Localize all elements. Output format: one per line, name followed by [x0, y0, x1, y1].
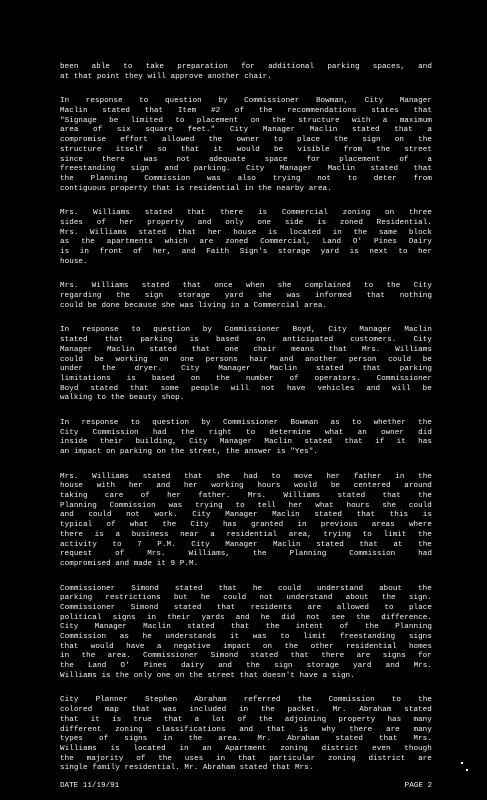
text-line: Maclin stated that Item #2 of the recommendations states that: [60, 107, 432, 116]
text-line: In response to question by Commissioner Bowman as to whether the: [60, 418, 432, 427]
paragraph: [60, 585, 432, 682]
text-line: Mrs. Williams stated that she had to move her father in the: [60, 472, 432, 481]
document-page: [60, 63, 432, 789]
paragraph: [60, 282, 432, 311]
text-line: City Planner Stephen Abraham referred the Commission to the: [60, 696, 432, 705]
text-line: in the area. Commissioner Simond stated that there are signs for: [60, 652, 432, 661]
text-line: structure itself so that it would be visible from the street: [60, 145, 432, 154]
text-line: In response to question by Commissioner Boyd, City Manager Maclin: [60, 326, 432, 335]
text-line: since there was not adequate space for placement of a: [60, 155, 432, 164]
text-line: different zoning classifications and that is why there are many: [60, 725, 432, 734]
text-line: single family residential. Mr. Abraham stated that Mrs.: [60, 764, 314, 773]
text-line: area of six square feet." City Manager Maclin stated that a: [60, 126, 432, 135]
text-line: political signs in their yards and he did not see the difference.: [60, 613, 432, 622]
text-line: Commissioner Simond stated that residents are allowed to place: [60, 603, 432, 612]
text-line: walking to the beauty shop.: [60, 394, 185, 403]
text-line: house.: [60, 257, 88, 266]
text-line: as the apartments which are zoned Commercial, Land O' Pines Dairy: [60, 238, 432, 247]
footer-date: DATE 11/19/91: [60, 782, 120, 790]
text-line: request of Mrs. Williams, the Planning Commission had: [60, 550, 432, 559]
paragraph: [60, 97, 432, 194]
text-line: Commission as he understands it was to limit freestanding signs: [60, 633, 432, 641]
text-line: Williams is located in an Apartment zoning district even though: [60, 744, 432, 753]
paragraph: [60, 209, 432, 267]
text-line: at that point they will approve another chair.: [60, 72, 272, 81]
footer-page-number: PAGE 2: [404, 782, 432, 790]
paragraph: [60, 326, 432, 404]
text-line: Boyd stated that some people will not have vehicles and will be: [60, 384, 432, 393]
text-line: typical of what the City has granted in previous areas where: [60, 521, 432, 530]
text-line: inside their building, City Manager Maclin stated that if it has: [60, 438, 432, 447]
text-line: the majority of the uses in that particular zoning district are: [60, 754, 432, 763]
text-line: that would have a negative impact on the other residential homes: [60, 642, 432, 651]
text-line: sides of her property and only one side is zoned Residential.: [60, 218, 432, 227]
text-line: colored map that was included in the packet. Mr. Abraham stated: [60, 706, 432, 715]
scan-speck: [461, 762, 463, 764]
paragraph: [60, 696, 432, 774]
text-line: Williams is the only one on the street that doesn't have a sign.: [60, 671, 355, 680]
text-line: City Manager Maclin stated that the intent of the Planning: [60, 623, 432, 632]
text-line: In response to question by Commissioner Bowman, City Manager: [60, 97, 432, 106]
text-line: regarding the sign storage yard she was informed that nothing: [60, 292, 432, 301]
text-line: "Signage be limited to placement on the structure with a maximum: [60, 116, 432, 125]
text-line: could be done because she was living in a Commercial area.: [60, 301, 328, 310]
paragraph: [60, 473, 432, 570]
text-line: stated that parking is based on anticipated customers. City: [60, 336, 432, 345]
text-line: the Land O' Pines dairy and the sign storage yard and Mrs.: [60, 662, 432, 671]
text-line: under the dryer. City Manager Maclin stated that parking: [60, 365, 432, 374]
text-line: been able to take preparation for additional parking spaces, and: [60, 63, 432, 71]
text-line: Mrs. Williams stated that her house is located in the same block: [60, 228, 432, 237]
text-line: is in front of her, and Faith Sign's storage yard is next to her: [60, 248, 432, 256]
text-line: there is a business near a residential area, trying to limit the: [60, 530, 432, 539]
text-line: limitations is based on the number of operators. Commissioner: [60, 374, 432, 383]
text-line: types of signs in the area. Mr. Abraham stated that Mrs.: [60, 735, 432, 744]
text-line: and could not work. City Manager Maclin stated that this is: [60, 511, 432, 520]
text-line: Commissioner Simond stated that he could understand about the: [60, 584, 432, 593]
page-footer: [60, 781, 432, 791]
scan-speck: [466, 769, 468, 771]
text-line: compromised and made it 9 P.M.: [60, 559, 199, 568]
paragraph: [60, 63, 432, 82]
text-line: parking restrictions but he could not understand about the sign.: [60, 594, 432, 603]
text-line: compromise effort allowed the owner to place the sign on the: [60, 136, 432, 145]
text-line: freestanding sign and parking. City Manager Maclin stated that: [60, 165, 432, 174]
text-line: Planning Commission was trying to tell her what hours she could: [60, 501, 432, 510]
text-line: activity to 7 P.M. City Manager Maclin stated that at the: [60, 540, 432, 549]
paragraph: [60, 419, 432, 458]
text-line: Mrs. Williams stated that there is Commercial zoning on three: [60, 209, 432, 218]
text-line: an impact on parking on the street, the answer is "Yes".: [60, 448, 318, 456]
text-line: house with her and her working hours would be centered around: [60, 482, 432, 491]
text-line: contiguous property that is residential in the nearby area.: [60, 184, 332, 193]
text-line: Manager Maclin stated that one chair means that Mrs. Williams: [60, 345, 432, 354]
text-line: the Planning Commission was also trying not to deter from: [60, 174, 432, 183]
text-line: City Commission had the right to determine what an owner did: [60, 428, 432, 437]
text-line: could be working on one persons hair and another person could be: [60, 355, 432, 364]
text-line: taking care of her father. Mrs. Williams stated that the: [60, 492, 432, 501]
text-line: that it is true that a lot of the adjoining property has many: [60, 715, 432, 724]
text-line: Mrs. Williams stated that once when she complained to the City: [60, 282, 432, 291]
